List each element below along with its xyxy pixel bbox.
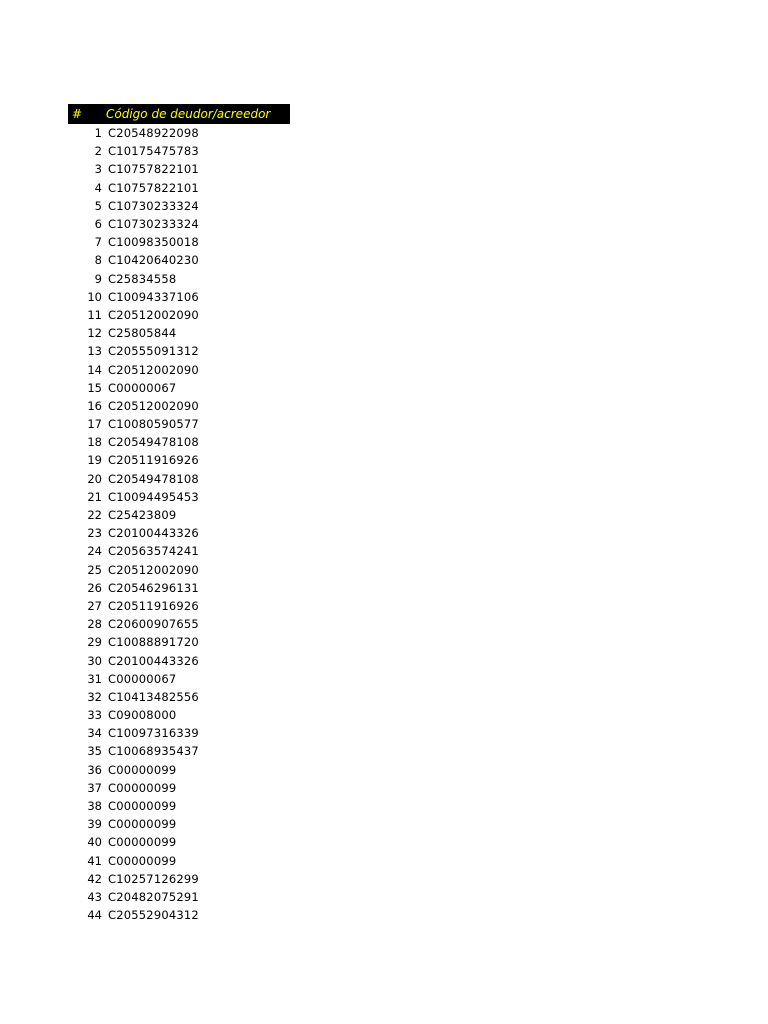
row-code: C20100443326 xyxy=(108,653,199,668)
row-code: C20512002090 xyxy=(108,307,199,322)
row-code: C10094495453 xyxy=(108,489,199,504)
row-code: C20512002090 xyxy=(108,398,199,413)
row-code: C25834558 xyxy=(108,271,177,286)
table-row xyxy=(68,870,290,888)
table-row xyxy=(68,688,290,706)
row-code: C20512002090 xyxy=(108,362,199,377)
table-row xyxy=(68,251,290,269)
table-row xyxy=(68,360,290,378)
row-code: C20548922098 xyxy=(108,126,199,141)
spreadsheet-table xyxy=(68,104,290,924)
table-row xyxy=(68,888,290,906)
table-row xyxy=(68,288,290,306)
table-row xyxy=(68,852,290,870)
row-code: C10257126299 xyxy=(108,871,199,886)
row-number: 32 xyxy=(87,689,102,704)
row-code: C20511916926 xyxy=(108,598,199,613)
row-code: C10097316339 xyxy=(108,726,199,741)
table-row xyxy=(68,197,290,215)
row-number: 18 xyxy=(87,435,102,450)
row-number: 41 xyxy=(87,853,102,868)
table-row xyxy=(68,306,290,324)
row-number: 19 xyxy=(87,453,102,468)
row-code: C20482075291 xyxy=(108,889,199,904)
row-number: 10 xyxy=(87,289,102,304)
table-row xyxy=(68,742,290,760)
row-number: 1 xyxy=(94,126,102,141)
row-code: C10175475783 xyxy=(108,144,199,159)
row-code: C20546296131 xyxy=(108,580,199,595)
row-code: C20600907655 xyxy=(108,617,199,632)
row-code: C00000099 xyxy=(108,780,177,795)
table-row xyxy=(68,724,290,742)
table-row xyxy=(68,233,290,251)
row-code: C00000099 xyxy=(108,762,177,777)
row-number: 31 xyxy=(87,671,102,686)
table-row xyxy=(68,270,290,288)
row-number: 33 xyxy=(87,708,102,723)
row-code: C25805844 xyxy=(108,326,177,341)
row-number: 11 xyxy=(87,307,102,322)
row-code: C10068935437 xyxy=(108,744,199,759)
row-code: C25423809 xyxy=(108,508,177,523)
table-row xyxy=(68,779,290,797)
table-row xyxy=(68,379,290,397)
table-row xyxy=(68,179,290,197)
row-code: C20512002090 xyxy=(108,562,199,577)
row-number: 43 xyxy=(87,889,102,904)
row-number: 6 xyxy=(94,217,102,232)
row-code: C00000099 xyxy=(108,853,177,868)
row-code: C09008000 xyxy=(108,708,177,723)
row-code: C20563574241 xyxy=(108,544,199,559)
row-number: 36 xyxy=(87,762,102,777)
table-row xyxy=(68,142,290,160)
row-number: 38 xyxy=(87,799,102,814)
table-row xyxy=(68,579,290,597)
row-number: 9 xyxy=(94,271,102,286)
row-code: C00000099 xyxy=(108,817,177,832)
row-code: C10420640230 xyxy=(108,253,199,268)
row-number: 14 xyxy=(87,362,102,377)
table-header xyxy=(68,104,290,124)
row-number: 20 xyxy=(87,471,102,486)
table-row xyxy=(68,542,290,560)
row-code: C20549478108 xyxy=(108,471,199,486)
table-row xyxy=(68,215,290,233)
row-number: 23 xyxy=(87,526,102,541)
row-number: 27 xyxy=(87,598,102,613)
table-row xyxy=(68,488,290,506)
table-row xyxy=(68,124,290,142)
table-row xyxy=(68,797,290,815)
table-row xyxy=(68,342,290,360)
row-number: 8 xyxy=(94,253,102,268)
table-body xyxy=(68,124,290,924)
row-number: 17 xyxy=(87,417,102,432)
row-number: 15 xyxy=(87,380,102,395)
row-code: C10757822101 xyxy=(108,180,199,195)
table-row xyxy=(68,397,290,415)
row-code: C10088891720 xyxy=(108,635,199,650)
row-number: 12 xyxy=(87,326,102,341)
row-number: 3 xyxy=(94,162,102,177)
row-number: 25 xyxy=(87,562,102,577)
row-number: 5 xyxy=(94,198,102,213)
table-row xyxy=(68,561,290,579)
row-number: 40 xyxy=(87,835,102,850)
row-number: 28 xyxy=(87,617,102,632)
row-number: 4 xyxy=(94,180,102,195)
row-code: C10098350018 xyxy=(108,235,199,250)
table-row xyxy=(68,761,290,779)
row-number: 2 xyxy=(94,144,102,159)
row-code: C20549478108 xyxy=(108,435,199,450)
row-code: C10094337106 xyxy=(108,289,199,304)
row-code: C00000067 xyxy=(108,671,177,686)
row-number: 21 xyxy=(87,489,102,504)
table-row xyxy=(68,470,290,488)
row-code: C00000099 xyxy=(108,799,177,814)
row-code: C00000067 xyxy=(108,380,177,395)
table-row xyxy=(68,815,290,833)
table-row xyxy=(68,651,290,669)
row-number: 26 xyxy=(87,580,102,595)
row-number: 44 xyxy=(87,908,102,923)
row-code: C10730233324 xyxy=(108,198,199,213)
row-number: 7 xyxy=(94,235,102,250)
row-code: C20555091312 xyxy=(108,344,199,359)
table-row xyxy=(68,415,290,433)
row-number: 22 xyxy=(87,508,102,523)
row-code: C20100443326 xyxy=(108,526,199,541)
table-row xyxy=(68,160,290,178)
table-row xyxy=(68,906,290,924)
row-number: 37 xyxy=(87,780,102,795)
table-row xyxy=(68,433,290,451)
table-row xyxy=(68,706,290,724)
row-number: 30 xyxy=(87,653,102,668)
row-number: 42 xyxy=(87,871,102,886)
table-row xyxy=(68,324,290,342)
row-code: C10080590577 xyxy=(108,417,199,432)
row-code: C00000099 xyxy=(108,835,177,850)
table-row xyxy=(68,615,290,633)
row-code: C10757822101 xyxy=(108,162,199,177)
row-code: C20552904312 xyxy=(108,908,199,923)
header-code: Código de deudor/acreedor xyxy=(106,107,271,121)
row-number: 35 xyxy=(87,744,102,759)
table-row xyxy=(68,506,290,524)
row-number: 29 xyxy=(87,635,102,650)
header-number: # xyxy=(72,107,83,121)
row-code: C20511916926 xyxy=(108,453,199,468)
table-row xyxy=(68,670,290,688)
table-row xyxy=(68,633,290,651)
table-row xyxy=(68,451,290,469)
row-number: 13 xyxy=(87,344,102,359)
row-number: 24 xyxy=(87,544,102,559)
row-number: 34 xyxy=(87,726,102,741)
row-code: C10413482556 xyxy=(108,689,199,704)
row-code: C10730233324 xyxy=(108,217,199,232)
table-row xyxy=(68,524,290,542)
table-row xyxy=(68,833,290,851)
row-number: 39 xyxy=(87,817,102,832)
table-row xyxy=(68,597,290,615)
row-number: 16 xyxy=(87,398,102,413)
